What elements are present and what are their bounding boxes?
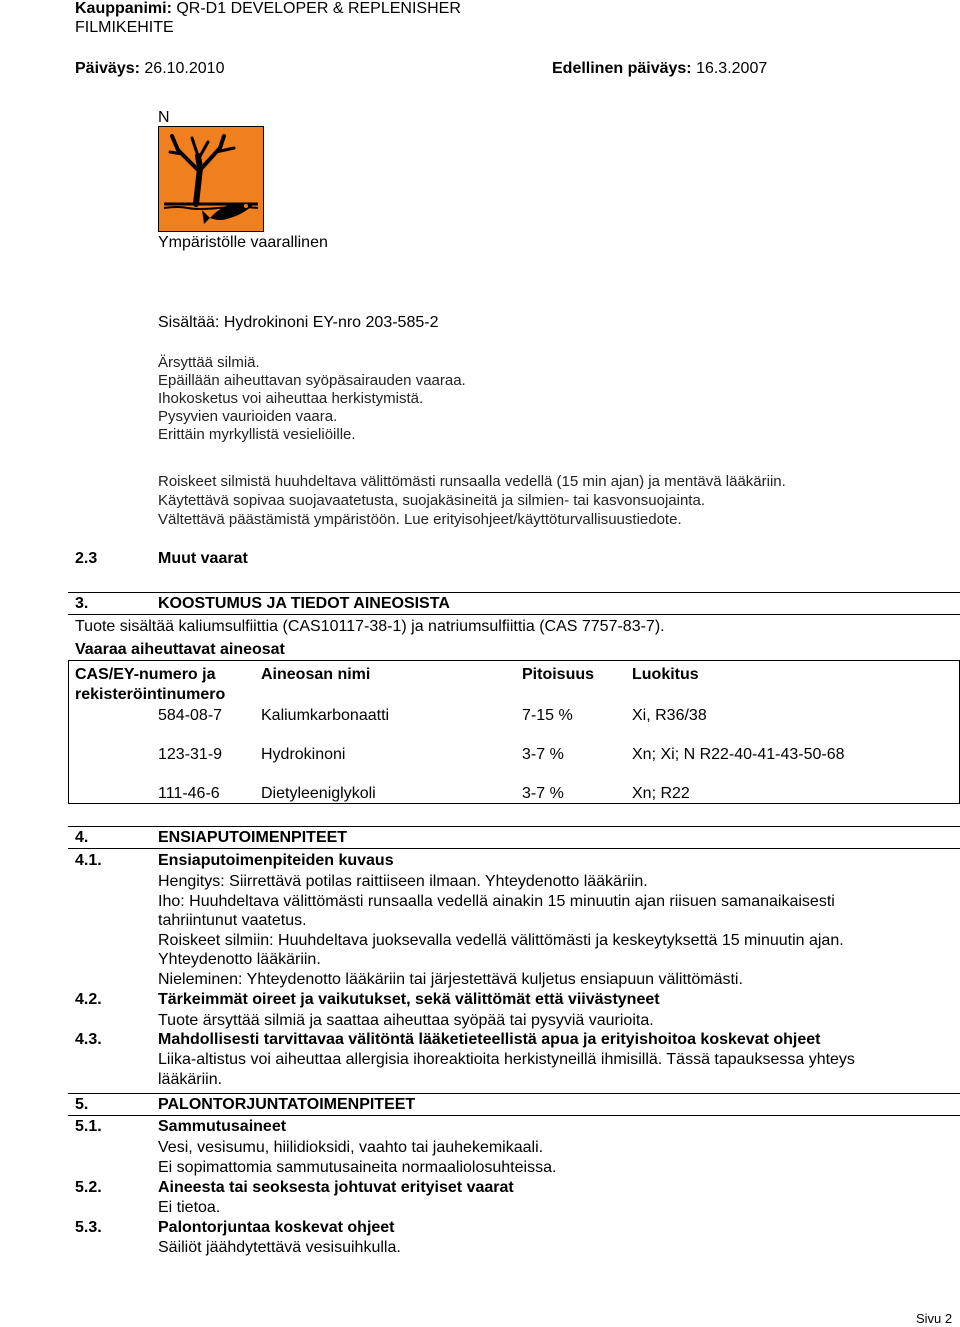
- first-aid-line: Roiskeet silmiin: Huuhdeltava juoksevalla vedellä välittömästi ja keskeytyksettä 15 minuutin ajan.: [158, 931, 844, 949]
- cell-classification: Xi, R36/38: [632, 707, 707, 724]
- section3-intro: Tuote sisältää kaliumsulfiittia (CAS10117-38-1) ja natriumsulfiittia (CAS 7757-83-7).: [75, 618, 665, 635]
- safety-phrases: [158, 472, 786, 529]
- section4-bottom-rule: [68, 848, 960, 849]
- medical-advice-line: Liika-altistus voi aiheuttaa allergisia ihoreaktioita herkistyneillä ihmisillä. Tässä tapauksessa yhteys: [158, 1051, 855, 1068]
- medical-advice-line: lääkäriin.: [158, 1070, 223, 1088]
- section5-top-rule: [68, 1093, 960, 1094]
- cell-cas: 584-08-7: [158, 707, 223, 724]
- safety-phrase: Vältettävä päästämistä ympäristöön. Lue erityisohjeet/käyttöturvallisuustiedote.: [158, 511, 682, 528]
- trade-name-value: QR-D1 DEVELOPER & REPLENISHER: [176, 0, 461, 17]
- cell-cas: 123-31-9: [158, 746, 223, 763]
- risk-phrase: Erittäin myrkyllistä vesieliöille.: [158, 426, 356, 443]
- first-aid-line: tahriintunut vaatetus.: [158, 912, 307, 929]
- risk-phrase: Pysyvien vaurioiden vaara.: [158, 408, 338, 425]
- risk-phrase: Ihokosketus voi aiheuttaa herkistymistä.: [158, 390, 424, 407]
- ingredients-table-title: Vaaraa aiheuttavat aineosat: [75, 641, 285, 658]
- subsection-4-2-num: 4.2.: [75, 991, 102, 1008]
- cell-cas: 111-46-6: [158, 785, 220, 802]
- subsection-5-3-title: Palontorjuntaa koskevat ohjeet: [158, 1219, 395, 1236]
- first-aid-line: Nieleminen: Yhteydenotto lääkäriin tai järjestettävä kuljetus ensiapuun välittömästi.: [158, 970, 743, 988]
- cell-name: Kaliumkarbonaatti: [261, 707, 390, 724]
- section3-num: 3.: [75, 595, 89, 612]
- subsection-5-2-num: 5.2.: [75, 1179, 102, 1196]
- date: [75, 60, 224, 78]
- first-aid-line: Hengitys: Siirrettävä potilas raittiiseen ilmaan. Yhteydenotto lääkäriin.: [158, 873, 648, 890]
- col-header-classification: Luokitus: [632, 666, 699, 683]
- doc-type: FILMIKEHITE: [75, 19, 174, 36]
- col-header-cas: CAS/EY-numero ja: [75, 666, 216, 683]
- subsection-5-1-title: Sammutusaineet: [158, 1118, 287, 1135]
- trade-name: [75, 0, 461, 18]
- first-aid-lines: [158, 872, 844, 989]
- risk-phrase: Ärsyttää silmiä.: [158, 354, 260, 371]
- subsection-5-2-text: Ei tietoa.: [158, 1199, 221, 1216]
- table-left-border: [68, 660, 69, 804]
- cell-concentration: 7-15 %: [522, 707, 573, 724]
- environment-hazard-pictogram-icon: [158, 126, 264, 232]
- subsection-4-2-text: Tuote ärsyttää silmiä ja saattaa aiheuttaa syöpää tai pysyviä vaurioita.: [158, 1012, 654, 1029]
- section5-title: PALONTORJUNTATOIMENPITEET: [158, 1096, 416, 1113]
- subsection-5-1-num: 5.1.: [75, 1118, 102, 1135]
- previous-date-label: Edellinen päiväys:: [552, 60, 692, 77]
- first-aid-line: Iho: Huuhdeltava välittömästi runsaalla vedellä ainakin 15 minuutin ajan riisuen samanaikaisesti: [158, 892, 835, 910]
- subsection-4-1-title: Ensiaputoimenpiteiden kuvaus: [158, 852, 394, 869]
- subsection-5-3-text: Säiliöt jäähdytettävä vesisuihkulla.: [158, 1239, 401, 1256]
- safety-phrase: Roiskeet silmistä huuhdeltava välittömästi runsaalla vedellä (15 min ajan) ja mentävä lääkäriin.: [158, 473, 786, 490]
- table-bottom-border: [68, 803, 960, 804]
- cell-classification: Xn; R22: [632, 785, 690, 802]
- extinguishing-line: Ei sopimattomia sammutusaineita normaaliolosuhteissa.: [158, 1158, 557, 1176]
- subsection-4-2-title: Tärkeimmät oireet ja vaikutukset, sekä välittömät että viivästyneet: [158, 991, 660, 1008]
- contains-text: Sisältää: Hydrokinoni EY-nro 203-585-2: [158, 314, 439, 331]
- subsection-4-3-num: 4.3.: [75, 1031, 102, 1048]
- cell-concentration: 3-7 %: [522, 746, 564, 763]
- section5-num: 5.: [75, 1096, 89, 1113]
- safety-phrase: Käytettävä sopivaa suojavaatetusta, suojakäsineitä ja silmien- tai kasvonsuojainta.: [158, 492, 705, 509]
- pictogram-caption: Ympäristölle vaarallinen: [158, 234, 328, 251]
- other-hazards-num: 2.3: [75, 550, 98, 567]
- section4-num: 4.: [75, 829, 89, 846]
- extinguishing-media: [158, 1138, 556, 1177]
- extinguishing-line: Vesi, vesisumu, hiilidioksidi, vaahto tai jauhekemikaali.: [158, 1139, 544, 1156]
- risk-phrase: Epäillään aiheuttavan syöpäsairauden vaaraa.: [158, 372, 466, 389]
- section4-title: ENSIAPUTOIMENPITEET: [158, 829, 348, 846]
- cell-name: Hydrokinoni: [261, 746, 346, 763]
- cell-concentration: 3-7 %: [522, 785, 564, 802]
- subsection-5-2-title: Aineesta tai seoksesta johtuvat erityiset vaarat: [158, 1179, 514, 1196]
- subsection-4-3-title: Mahdollisesti tarvittavaa välitöntä lääketieteellistä apua ja erityishoitoa koskevat ohjeet: [158, 1031, 821, 1048]
- first-aid-line: Yhteydenotto lääkäriin.: [158, 951, 321, 968]
- cell-classification: Xn; Xi; N R22-40-41-43-50-68: [632, 746, 845, 763]
- section4-top-rule: [68, 826, 960, 827]
- section3-title: KOOSTUMUS JA TIEDOT AINEOSISTA: [158, 595, 450, 612]
- page-number: Sivu 2: [916, 1311, 953, 1326]
- previous-date: [552, 60, 767, 78]
- table-top-border: [68, 660, 960, 661]
- cell-name: Dietyleeniglykoli: [261, 785, 376, 802]
- subsection-4-1-num: 4.1.: [75, 852, 102, 869]
- col-header-concentration: Pitoisuus: [522, 666, 595, 683]
- date-value: 26.10.2010: [144, 60, 225, 77]
- previous-date-value: 16.3.2007: [696, 60, 768, 77]
- col-header-name: Aineosan nimi: [261, 666, 371, 683]
- trade-name-label: Kauppanimi:: [75, 0, 172, 17]
- section3-top-rule: [68, 592, 960, 593]
- date-label: Päiväys:: [75, 60, 140, 77]
- section3-bottom-rule: [68, 614, 960, 615]
- subsection-5-3-num: 5.3.: [75, 1219, 102, 1236]
- col-header-cas-2: rekisteröintinumero: [75, 686, 226, 703]
- hazard-symbol-letter: N: [158, 109, 170, 126]
- section5-bottom-rule: [68, 1115, 960, 1116]
- other-hazards-title: Muut vaarat: [158, 550, 248, 567]
- risk-phrases: [158, 353, 466, 443]
- subsection-4-3-text: [158, 1050, 855, 1089]
